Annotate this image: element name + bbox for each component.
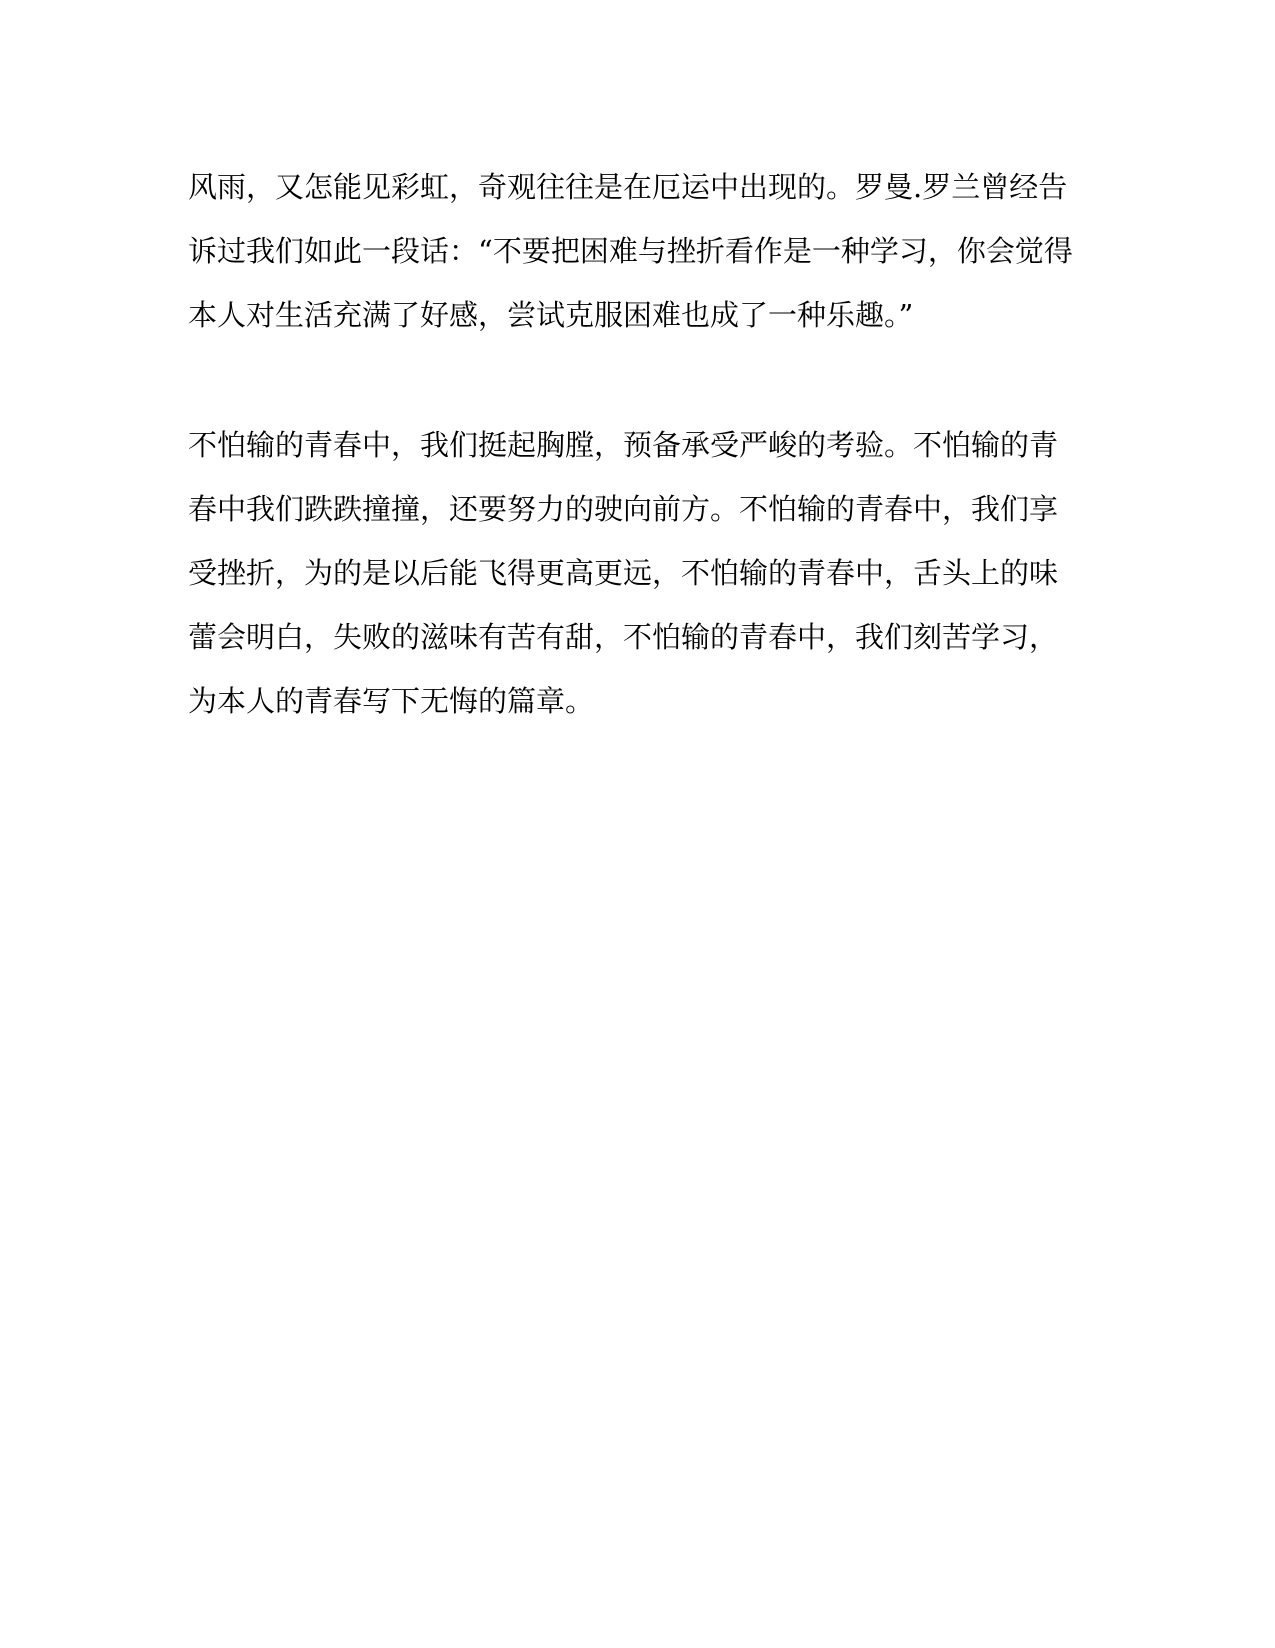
paragraph-1 [188,155,1088,347]
text-line: 蕾会明白，失败的滋味有苦有甜，不怕输的青春中，我们刻苦学习， [188,620,1059,654]
text-line: 本人对生活充满了好感，尝试克服困难也成了一种乐趣。” [188,298,914,332]
text-line: 诉过我们如此一段话：“不要把困难与挫折看作是一种学习，你会觉得 [188,234,1073,268]
text-line: 春中我们跌跌撞撞，还要努力的驶向前方。不怕输的青春中，我们享 [188,492,1059,526]
text-line: 不怕输的青春中，我们挺起胸膛，预备承受严峻的考验。不怕输的青 [188,428,1059,462]
text-line: 风雨，又怎能见彩虹，奇观往往是在厄运中出现的。罗曼.罗兰曾经告 [188,170,1068,204]
text-line: 为本人的青春写下无悔的篇章。 [188,684,595,718]
paragraph-2 [188,413,1088,733]
text-line: 受挫折，为的是以后能飞得更高更远，不怕输的青春中，舌头上的味 [188,556,1059,590]
